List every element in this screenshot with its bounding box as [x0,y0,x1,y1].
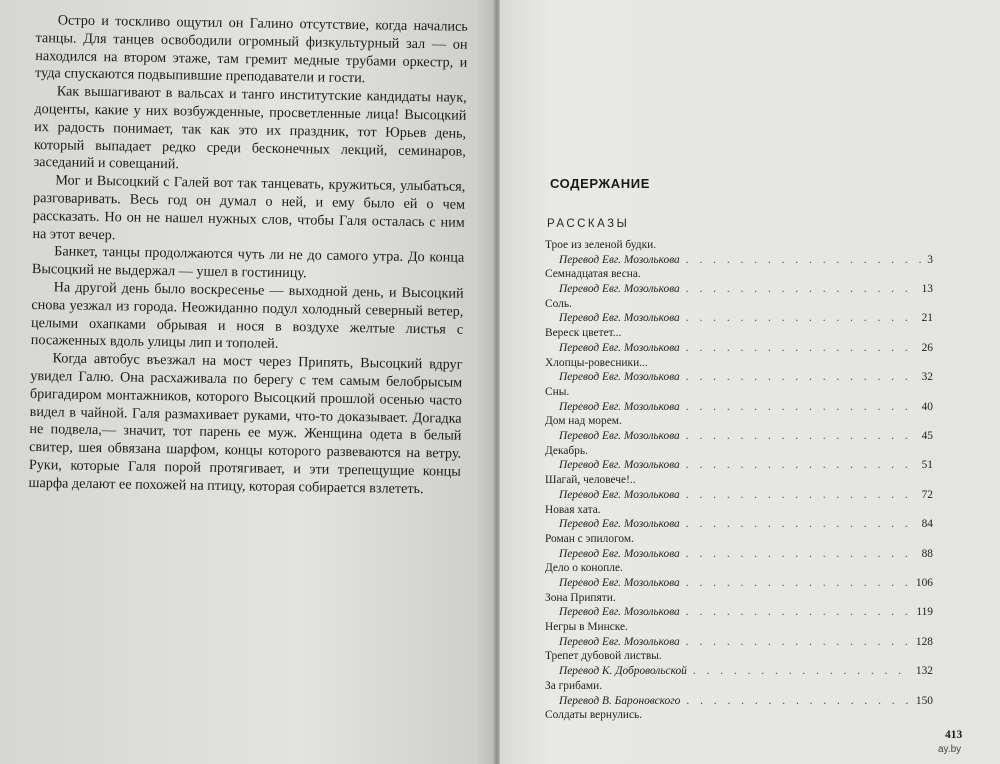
toc-entry-line [545,458,933,473]
toc-entry-line [545,370,933,385]
toc-entry-title: Семнадцатая весна. [545,268,641,281]
toc-entry-title: Дом над морем. [545,415,622,428]
toc-entry-title: Соль. [545,297,572,310]
toc-entry-title: Роман с эпилогом. [545,532,634,545]
toc-entry-title: Негры в Минске. [545,621,628,634]
toc-entry-page: 3 [927,253,933,266]
toc-entry [545,503,933,532]
toc-entry-translator: Перевод Евг. Мозолькова [559,341,680,354]
toc-entry-translator: Перевод Евг. Мозолькова [559,371,680,384]
toc-entry-title: Декабрь. [545,444,588,457]
toc-entry-line [545,664,933,679]
toc-entry-page: 84 [921,518,933,531]
page-number: 413 [945,729,963,741]
toc-dot-leader [680,517,918,532]
toc-entry-line [545,311,933,326]
toc-entry-title: За грибами. [545,679,603,692]
story-paragraph: Как вышагивают в вальсах и танго институтские кандидаты наук, доценты, какие у них возбужденные, просветленные лица! Высоцкий их радость понимает, так как это их праздник, тот Юрьев день, который выпадает редко среди бесконечных лекций, семинаров, заседаний и совещаний. [33,83,467,173]
toc-entry-title: Зона Припяти. [545,591,616,604]
story-paragraph: Когда автобус въезжал на мост через Припять, Высоцкий вдруг увидел Галю. Она расхаживала по берегу с тем самым белобрысым бригадиром монтажников, которого Высоцкий прошлой осенью часто видел в чайной. Галя размахивает руками, что-то доказывает. Догадка не подвела,— значит, тот парень ее муж. Женщина одета в белый свитер, шея обвязана шарфом, концы которого развеваются на ветру. Руки, которые Галя порой протягивает, и эти трепещущие концы шарфа делают ее похожей на птицу, которая собирается взлететь. [28,350,463,497]
story-paragraph: Остро и тоскливо ощутил он Галино отсутствие, когда начались танцы. Для танцев освободили огромный физкультурный зал — он находился на втором этаже, там гремит медные трубами оркестр, и туда спускаются подвыпившие преподаватели и гости. [34,12,468,87]
toc-entry-line [545,488,933,503]
toc-entry-page: 21 [921,312,933,325]
toc-entry-translator: Перевод Евг. Мозолькова [559,430,680,443]
toc-dot-leader [680,311,918,326]
toc-entry-translator: Перевод Евг. Мозолькова [559,283,680,296]
toc-entry [545,561,933,590]
toc-entry-line [545,547,933,562]
toc-entry-line [545,605,933,620]
story-paragraph: На другой день было воскресенье — выходной день, и Высоцкий снова уезжал из города. Неожиданно подул холодный северный ветер, целыми охапками обрывая и нося в воздухе желтые листья с посаженных вдоль улицы лип и тополей. [30,279,464,353]
toc-entry-translator: Перевод Евг. Мозолькова [559,547,680,560]
toc-list [545,238,933,738]
watermark: ay.by [938,744,962,755]
toc-entry-page: 128 [915,635,933,648]
toc-entry-line [545,429,933,444]
left-page [0,0,496,764]
toc-entry-page: 119 [916,606,933,619]
toc-entry-translator: Перевод Евг. Мозолькова [559,400,680,413]
toc-dot-leader [680,429,918,444]
toc-entry-translator: Перевод Евг. Мозолькова [559,518,680,531]
toc-dot-leader [680,370,918,385]
toc-entry-line [545,400,933,415]
story-text [28,12,467,499]
toc-dot-leader [680,282,918,297]
toc-entry [545,649,933,678]
toc-entry-translator: Перевод В. Бароновского [559,694,681,707]
toc-dot-leader [680,488,918,503]
toc-entry-title: Солдаты вернулись. [545,709,643,722]
toc-entry [545,708,933,737]
toc-dot-leader [680,253,924,268]
toc-entry [545,385,933,414]
toc-dot-leader [680,547,918,562]
toc-entry-line [545,635,933,650]
toc-entry-line [545,517,933,532]
story-paragraph: Банкет, танцы продолжаются чуть ли не до самого утра. До конца Высоцкий не выдержал — ушел в гостиницу. [31,243,465,282]
toc-entry-page: 51 [921,459,933,472]
toc-entry-line [545,282,933,297]
toc-entry-page: 45 [921,430,933,443]
toc-dot-leader [680,576,912,591]
toc-entry-page: 26 [921,341,933,354]
toc-entry-line [545,576,933,591]
toc-entry [545,238,933,267]
toc-entry [545,532,933,561]
toc-entry-page: 13 [921,283,933,296]
toc-entry [545,444,933,473]
toc-entry-title: Шагай, человече!.. [545,474,636,487]
toc-entry-title: Трепет дубовой листвы. [545,650,662,663]
toc-entry-translator: Перевод Евг. Мозолькова [559,635,680,648]
toc-entry-page: 132 [915,665,933,678]
toc-entry-line [545,694,933,709]
toc-entry [545,679,933,708]
toc-dot-leader [680,458,918,473]
toc-entry-page: 106 [915,576,933,589]
toc-entry-page: 32 [921,371,933,384]
toc-entry [545,326,933,355]
toc-dot-leader [680,341,918,356]
toc-entry-translator: Перевод Евг. Мозолькова [559,488,680,501]
toc-entry-translator: Перевод К. Добровольской [559,665,687,678]
toc-heading: СОДЕРЖАНИЕ [550,176,650,191]
toc-entry-page: 150 [915,694,933,707]
toc-entry-title: Трое из зеленой будки. [545,239,657,251]
toc-dot-leader [680,400,918,415]
toc-entry-line [545,253,933,268]
toc-entry-page: 40 [921,400,933,413]
toc-entry [545,414,933,443]
toc-entry-page: 88 [921,547,933,560]
toc-entry-translator: Перевод Евг. Мозолькова [559,312,680,325]
toc-dot-leader [680,635,912,650]
toc-entry-line [545,341,933,356]
toc-entry-translator: Перевод Евг. Мозолькова [559,459,680,472]
toc-entry [545,591,933,620]
toc-entry [545,267,933,296]
toc-entry-translator: Перевод Евг. Мозолькова [559,576,680,589]
toc-entry-page: 72 [921,488,933,501]
toc-dot-leader [680,605,913,620]
toc-dot-leader [687,664,912,679]
toc-entry [545,297,933,326]
toc-entry-title: Вереск цветет... [545,327,622,340]
toc-section-title: РАССКАЗЫ [547,218,630,230]
toc-dot-leader [680,694,912,709]
toc-entry-title: Хлопцы-ровесники... [545,356,648,369]
story-paragraph: Мог и Высоцкий с Галей вот так танцевать, кружиться, улыбаться, разговаривать. Весь год он думал о ней, и ему было ей о чем рассказать. Но он не нашел нужных слов, чтобы Галя осталась с ним на этот вечер. [32,172,466,243]
toc-entry-title: Новая хата. [545,503,601,516]
toc-entry-title: Сны. [545,385,570,398]
toc-entry [545,356,933,385]
toc-entry-translator: Перевод Евг. Мозолькова [559,253,680,266]
toc-entry-title: Дело о конопле. [545,562,623,575]
toc-entry-translator: Перевод Евг. Мозолькова [559,606,680,619]
toc-entry [545,473,933,502]
toc-entry [545,620,933,649]
